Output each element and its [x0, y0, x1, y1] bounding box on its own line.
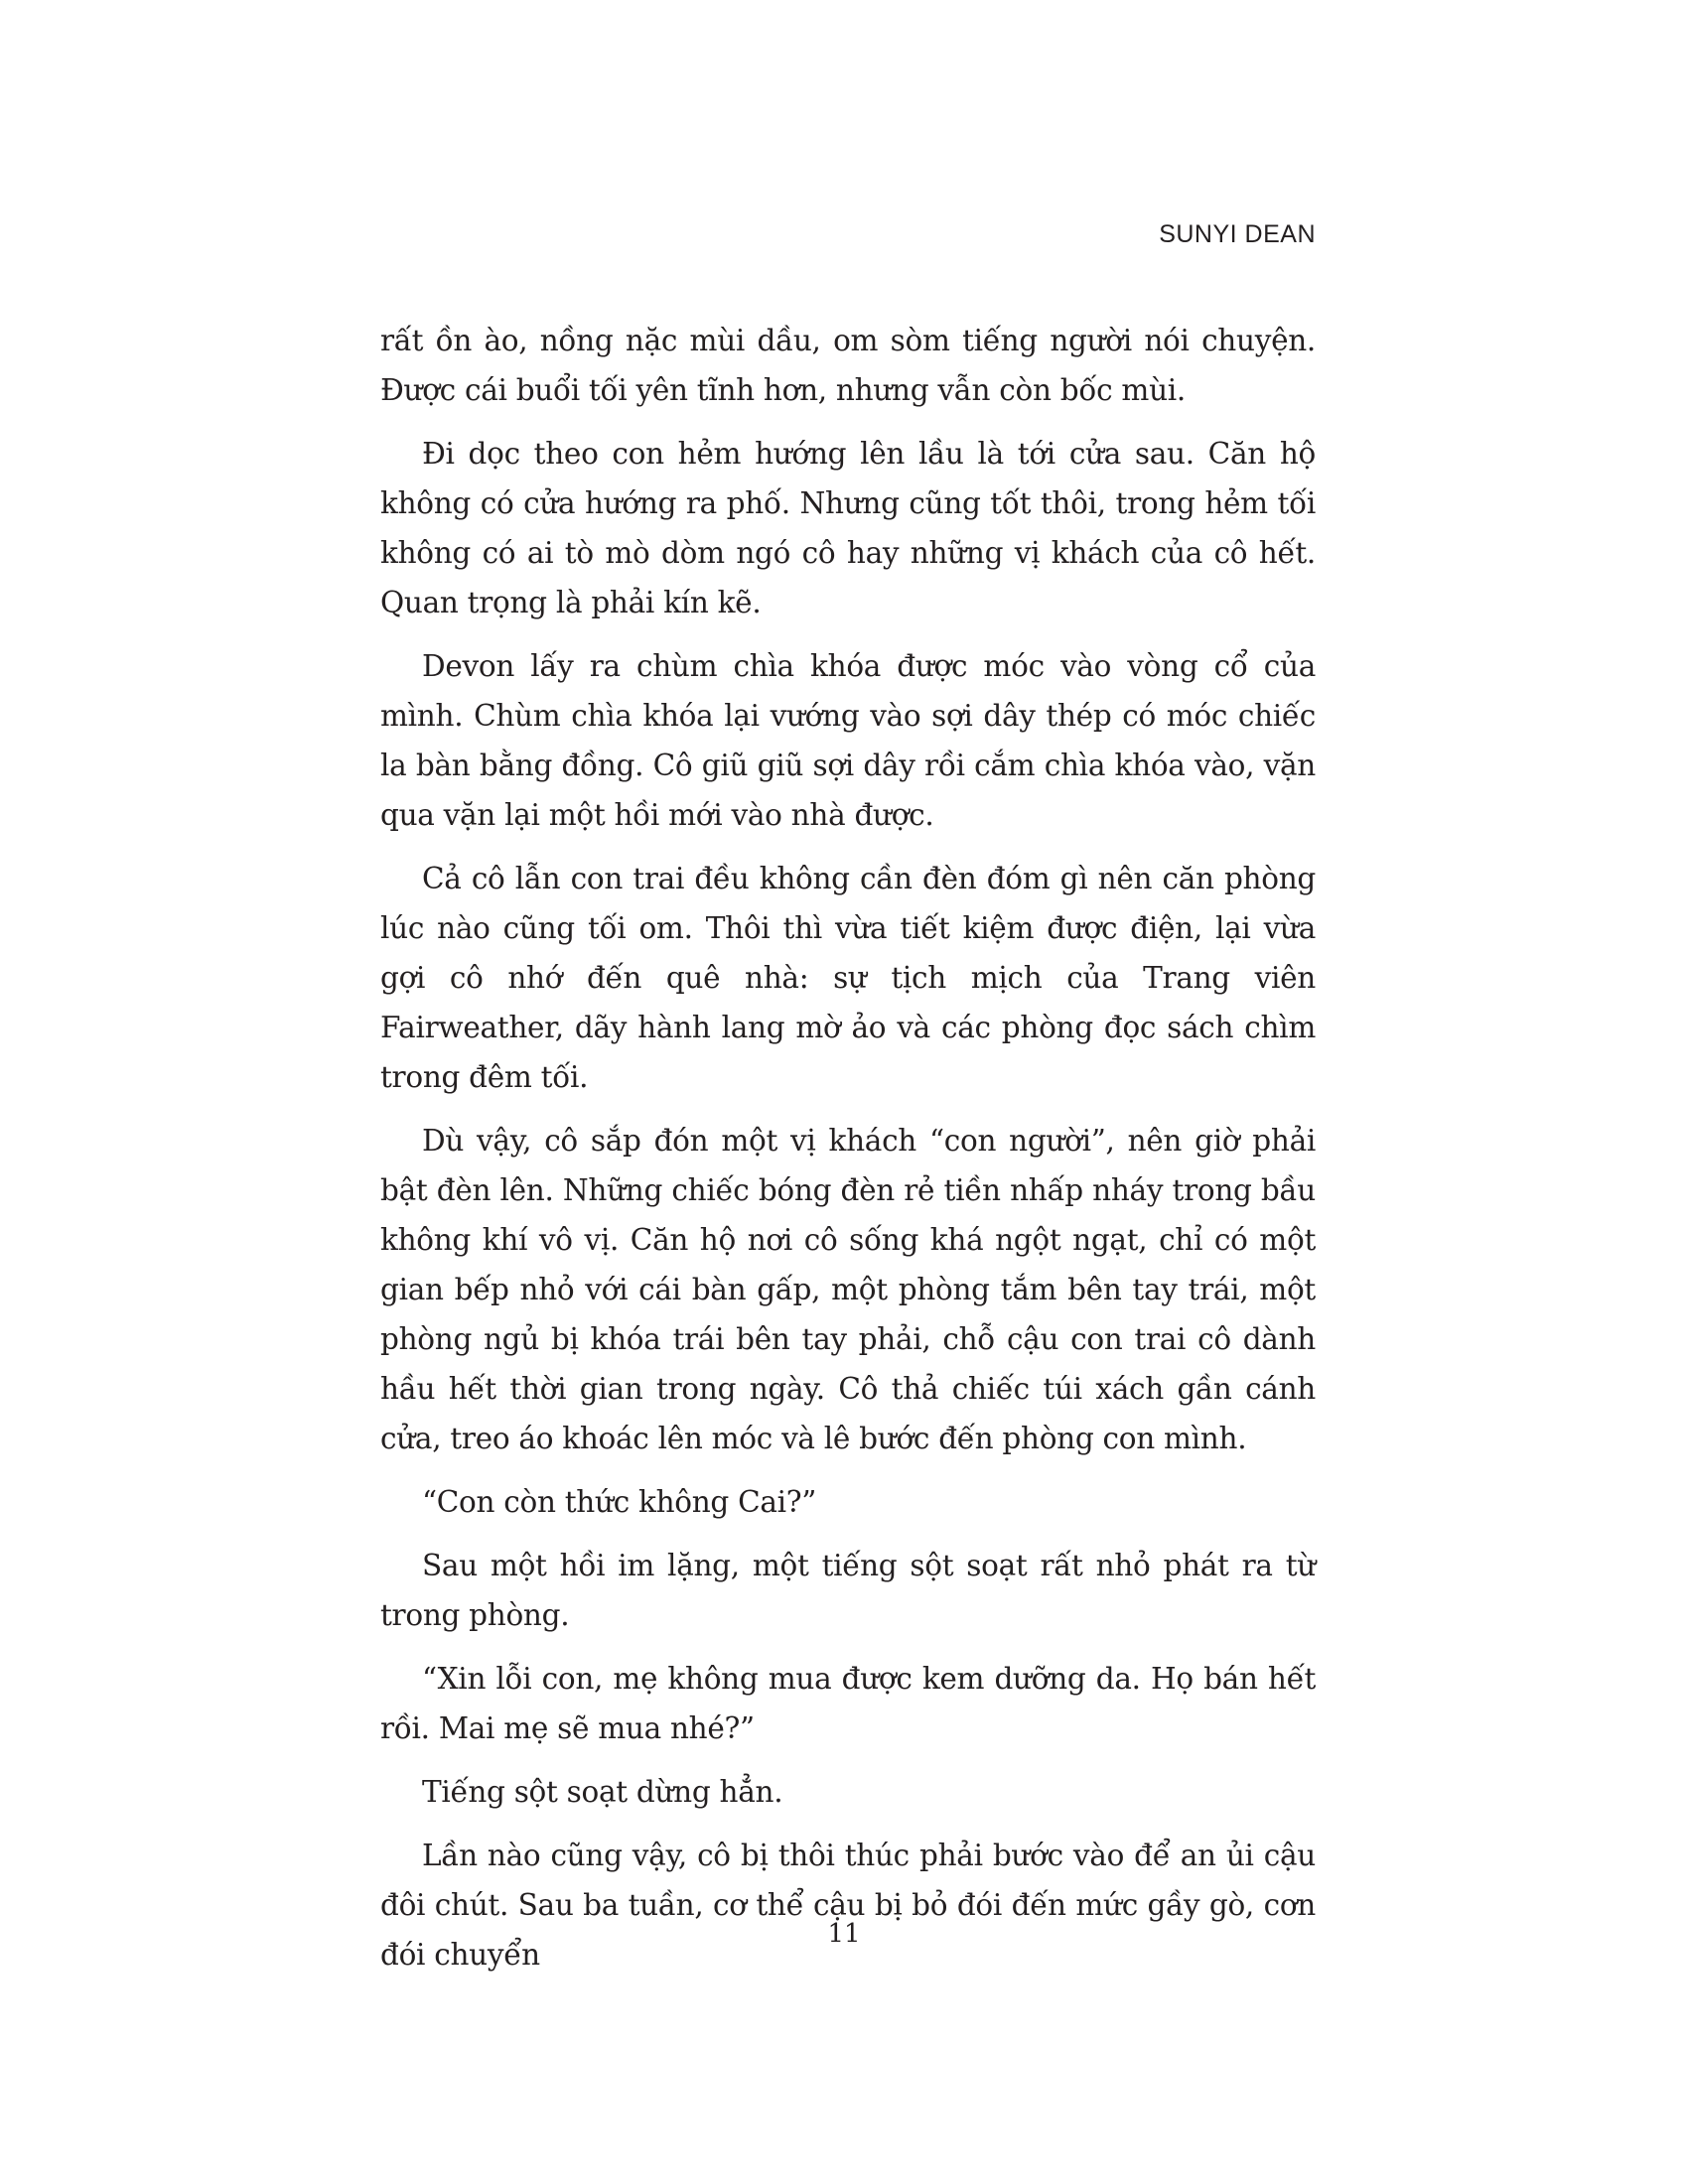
paragraph-7: Sau một hồi im lặng, một tiếng sột soạt rất nhỏ phát ra từ trong phòng. — [380, 1549, 1316, 1632]
paragraph-3: Devon lấy ra chùm chìa khóa được móc vào vòng cổ của mình. Chùm chìa khóa lại vướng vào sợi dây thép có móc chiếc la bàn bằng đồng. Cô giũ giũ sợi dây rồi cắm chìa khóa vào, vặn qua vặn lại một hồi mới vào nhà được. — [380, 649, 1316, 832]
paragraph-6: “Con còn thức không Cai?” — [422, 1485, 817, 1519]
paragraph-9: Tiếng sột soạt dừng hẳn. — [422, 1775, 783, 1809]
paragraph-10: Lần nào cũng vậy, cô bị thôi thúc phải bước vào để an ủi cậu đôi chút. Sau ba tuần, cơ thể cậu bị bỏ đói đến mức gầy gò, cơn đói chuyển — [380, 1839, 1316, 1972]
paragraph-4: Cả cô lẫn con trai đều không cần đèn đóm gì nên căn phòng lúc nào cũng tối om. Thôi thì vừa tiết kiệm được điện, lại vừa gợi cô nhớ đến quê nhà: sự tịch mịch của Trang viên Fairweather, dãy hành lang mờ ảo và các phòng đọc sách chìm trong đêm tối. — [380, 862, 1316, 1094]
paragraph-1: rất ồn ào, nồng nặc mùi dầu, om sòm tiếng người nói chuyện. Được cái buổi tối yên tĩnh hơn, nhưng vẫn còn bốc mùi. — [380, 324, 1316, 407]
paragraph-5: Dù vậy, cô sắp đón một vị khách “con người”, nên giờ phải bật đèn lên. Những chiếc bóng đèn rẻ tiền nhấp nháy trong bầu không khí vô vị. Căn hộ nơi cô sống khá ngột ngạt, chỉ có một gian bếp nhỏ với cái bàn gấp, một phòng tắm bên tay trái, một phòng ngủ bị khóa trái bên tay phải, chỗ cậu con trai cô dành hầu hết thời gian trong ngày. Cô thả chiếc túi xách gần cánh cửa, treo áo khoác lên móc và lê bước đến phòng con mình. — [380, 1124, 1316, 1455]
paragraph-2: Đi dọc theo con hẻm hướng lên lầu là tới cửa sau. Căn hộ không có cửa hướng ra phố. Nhưng cũng tốt thôi, trong hẻm tối không có ai tò mò dòm ngó cô hay những vị khách của cô hết. Quan trọng là phải kín kẽ. — [380, 437, 1316, 619]
paragraph-8: “Xin lỗi con, mẹ không mua được kem dưỡng da. Họ bán hết rồi. Mai mẹ sẽ mua nhé?” — [380, 1662, 1316, 1745]
page-number: 11 — [827, 1919, 861, 1949]
running-header-author: SUNYI DEAN — [1159, 220, 1316, 248]
body-text — [380, 316, 1316, 1993]
